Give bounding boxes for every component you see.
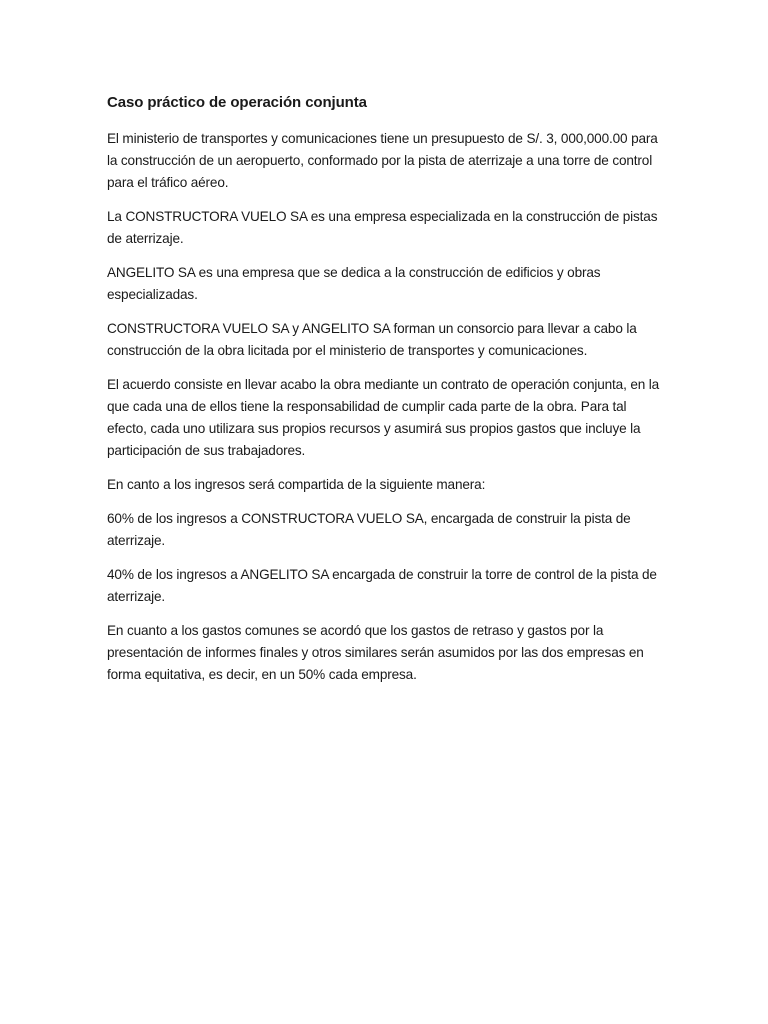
paragraph-acuerdo: El acuerdo consiste en llevar acabo la obra mediante un contrato de operación conjunta, en la que cada una de ellos tiene la responsabilidad de cumplir cada parte de la obra. Para tal efecto, cada uno utilizara sus propios recursos y asumirá sus propios gastos que incluye la participación de sus trabajadores.	[107, 377, 660, 458]
document-title: Caso práctico de operación conjunta	[107, 94, 367, 111]
paragraph-consorcio: CONSTRUCTORA VUELO SA y ANGELITO SA forman un consorcio para llevar a cabo la construcción de la obra licitada por el ministerio de transportes y comunicaciones.	[107, 321, 637, 358]
paragraph-constructora-vuelo: La CONSTRUCTORA VUELO SA es una empresa especializada en la construcción de pistas de aterrizaje.	[107, 209, 658, 246]
document-body	[107, 92, 667, 698]
paragraph-ingresos-intro: En canto a los ingresos será compartida de la siguiente manera:	[107, 477, 486, 492]
paragraph-ingresos-angelito: 40% de los ingresos a ANGELITO SA encargada de construir la torre de control de la pista de aterrizaje.	[107, 567, 657, 604]
paragraph-gastos-comunes: En cuanto a los gastos comunes se acordó que los gastos de retraso y gastos por la presentación de informes finales y otros similares serán asumidos por las dos empresas en forma equitativa, es decir, en un 50% cada empresa.	[107, 623, 644, 682]
paragraph-ingresos-vuelo: 60% de los ingresos a CONSTRUCTORA VUELO SA, encargada de construir la pista de aterrizaje.	[107, 511, 631, 548]
paragraph-budget: El ministerio de transportes y comunicaciones tiene un presupuesto de S/. 3, 000,000.00 para la construcción de un aeropuerto, conformado por la pista de aterrizaje a una torre de control para el tráfico aéreo.	[107, 131, 658, 190]
paragraph-angelito: ANGELITO SA es una empresa que se dedica a la construcción de edificios y obras especializadas.	[107, 265, 601, 302]
